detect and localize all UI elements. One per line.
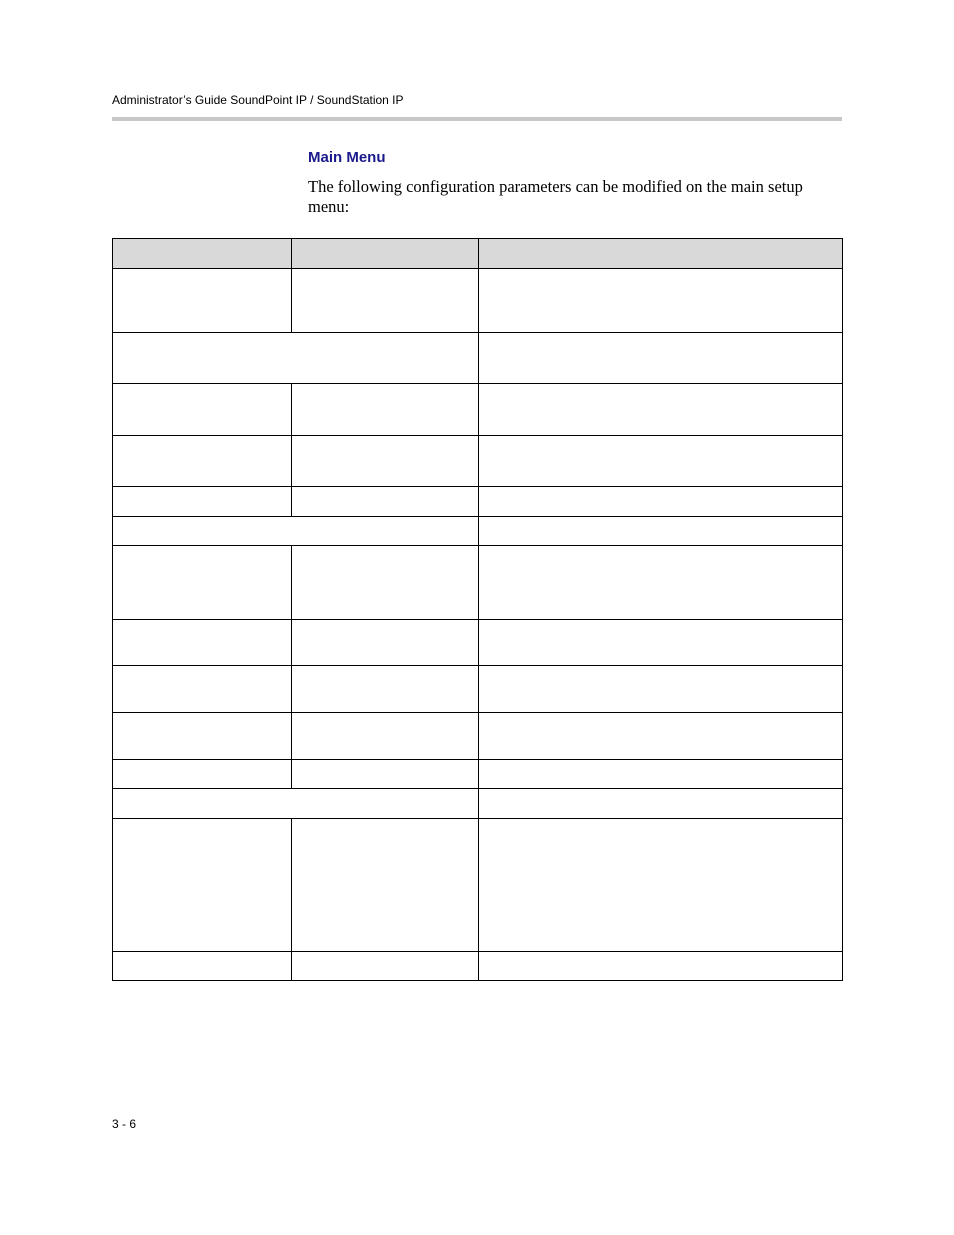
table-cell — [292, 384, 479, 436]
table-row — [113, 713, 843, 760]
table-cell — [479, 436, 843, 487]
table-cell — [113, 384, 292, 436]
table-cell — [479, 819, 843, 952]
table-row — [113, 760, 843, 789]
intro-paragraph: The following configuration parameters can be modified on the main setup menu: — [308, 177, 803, 216]
table-cell — [113, 487, 292, 517]
table-cell — [113, 333, 479, 384]
table-row — [113, 517, 843, 546]
table-cell — [292, 760, 479, 789]
table-cell — [479, 384, 843, 436]
running-header: Administrator’s Guide SoundPoint IP / SoundStation IP — [112, 93, 404, 107]
table-cell — [479, 517, 843, 546]
table-cell — [113, 436, 292, 487]
table-header-row — [113, 239, 843, 269]
table-row — [113, 952, 843, 981]
table-row — [113, 819, 843, 952]
table-cell — [113, 620, 292, 666]
table-cell — [479, 666, 843, 713]
table-row — [113, 546, 843, 620]
table-cell — [292, 487, 479, 517]
table-cell — [479, 269, 843, 333]
table-row — [113, 384, 843, 436]
table-cell — [479, 789, 843, 819]
table-cell — [479, 713, 843, 760]
table-cell — [113, 666, 292, 713]
table-cell — [479, 952, 843, 981]
table-cell — [292, 269, 479, 333]
table-cell — [292, 620, 479, 666]
table-row — [113, 436, 843, 487]
table-cell — [479, 620, 843, 666]
table-row — [113, 789, 843, 819]
table-cell — [479, 487, 843, 517]
table-cell — [113, 819, 292, 952]
table-cell — [292, 819, 479, 952]
section-heading: Main Menu — [308, 149, 386, 166]
table-cell — [113, 760, 292, 789]
table-cell — [479, 333, 843, 384]
parameter-table — [112, 238, 843, 981]
table-header-cell — [479, 239, 843, 269]
table-cell — [292, 546, 479, 620]
page-number: 3 - 6 — [112, 1117, 137, 1131]
table-cell — [113, 546, 292, 620]
table-row — [113, 487, 843, 517]
table-cell — [292, 952, 479, 981]
table-cell — [292, 713, 479, 760]
table-cell — [292, 666, 479, 713]
table-cell — [113, 517, 479, 546]
table-cell — [113, 789, 479, 819]
table-cell — [479, 546, 843, 620]
table-cell — [113, 269, 292, 333]
table-row — [113, 333, 843, 384]
header-rule — [112, 117, 842, 121]
table-header-cell — [113, 239, 292, 269]
table-cell — [479, 760, 843, 789]
table-cell — [113, 952, 292, 981]
table-row — [113, 666, 843, 713]
table-cell — [113, 713, 292, 760]
table-row — [113, 620, 843, 666]
table-header-cell — [292, 239, 479, 269]
table-cell — [292, 436, 479, 487]
table-row — [113, 269, 843, 333]
